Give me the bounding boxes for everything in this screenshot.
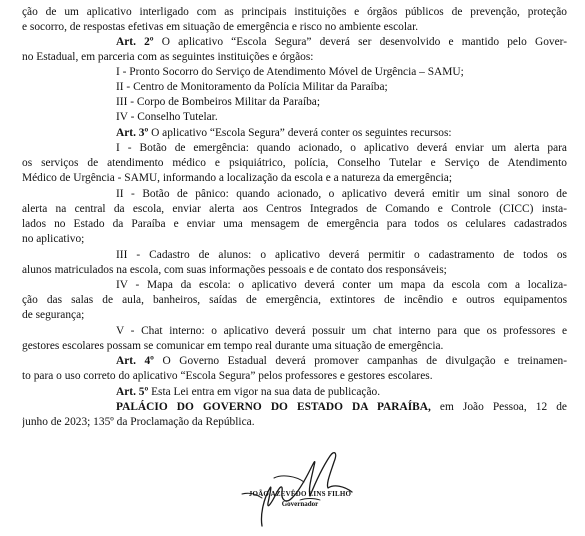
text-line: e socorro, de respostas efetivas em situação de emergência e risco no ambiente escolar. (22, 21, 419, 33)
text-line: no aplicativo; (22, 233, 85, 245)
signatory-name: JOÃO AZEVÊDO LINS FILHO (248, 490, 352, 498)
article-2 (116, 35, 567, 50)
list-item: I - Botão de emergência: quando acionado, o aplicativo deverá enviar um alerta para (116, 142, 567, 154)
text-line: ção das salas de aula, banheiros, saídas de emergência, extintores de incêndio e outros equipamentos (22, 294, 567, 306)
palace-name: PALÁCIO DO GOVERNO DO ESTADO DA PARAÍBA, (116, 401, 431, 413)
text-line: junho de 2023; 135º da Proclamação da República. (22, 416, 255, 428)
list-item: IV - Conselho Tutelar. (116, 111, 218, 123)
article-text: O Governo Estadual deverá promover campanhas de divulgação e treinamen- (153, 355, 567, 367)
list-item: III - Corpo de Bombeiros Militar da Paraíba; (116, 96, 321, 108)
article-4 (116, 354, 567, 369)
text-line: Médico de Urgência - SAMU, informando a localização da escola e a natureza da emergência; (22, 172, 453, 184)
handwritten-signature (240, 448, 370, 528)
list-item: V - Chat interno: o aplicativo deverá possuir um chat interno para que os professores e (116, 325, 567, 337)
text-line: de segurança; (22, 309, 85, 321)
list-item: II - Centro de Monitoramento da Polícia Militar da Paraíba; (116, 81, 388, 93)
text-line: to para o uso correto do aplicativo “Escola Segura” pelos professores e gestores escolares. (22, 370, 433, 382)
text-line: lados no Estado da Paraíba e enviar uma mensagem de emergência para todos os celulares cadastrados (22, 218, 567, 230)
list-item: III - Cadastro de alunos: o aplicativo deverá permitir o cadastramento de todos os (116, 249, 567, 261)
article-label: Art. 4º (116, 355, 154, 367)
list-item: IV - Mapa da escola: o aplicativo deverá conter um mapa da escola com a localiza- (116, 279, 567, 291)
article-text: O aplicativo “Escola Segura” deverá conter os seguintes recursos: (148, 127, 452, 139)
list-item: I - Pronto Socorro do Serviço de Atendimento Móvel de Urgência – SAMU; (116, 66, 464, 78)
article-label: Art. 2º (116, 36, 154, 48)
article-text: Esta Lei entra em vigor na sua data de publicação. (148, 386, 381, 398)
article-text: O aplicativo “Escola Segura” deverá ser desenvolvido e mantido pelo Gover- (153, 36, 567, 48)
article-3 (116, 126, 567, 141)
text-line: gestores escolares possam se comunicar em tempo real durante uma situação de emergência. (22, 340, 444, 352)
article-label: Art. 5º (116, 386, 149, 398)
text-line: ção de um aplicativo interligado com as principais instituições e órgãos públicos de prevenção, proteção (22, 6, 567, 18)
closing-statement (116, 400, 567, 415)
list-item: II - Botão de pânico: quando acionado, o aplicativo deverá emitir um sinal sonoro de (116, 188, 567, 200)
text-line: alunos matriculados na escola, com suas informações pessoais e de contato dos responsáveis; (22, 264, 447, 276)
text-line: alerta na central da escola, enviar alerta aos Centros Integrados de Comando e Controle (CICC) insta- (22, 203, 567, 215)
article-label: Art. 3º (116, 127, 149, 139)
text-line: os serviços de atendimento médico e psiquiátrico, polícia, Conselho Tutelar e Serviço de Atendimento (22, 157, 567, 169)
article-5 (116, 385, 567, 400)
text-line: no Estadual, em parceria com as seguintes instituições e órgãos: (22, 51, 314, 63)
closing-location: em João Pessoa, 12 de (430, 401, 567, 413)
signatory-title: Governador (281, 500, 319, 508)
